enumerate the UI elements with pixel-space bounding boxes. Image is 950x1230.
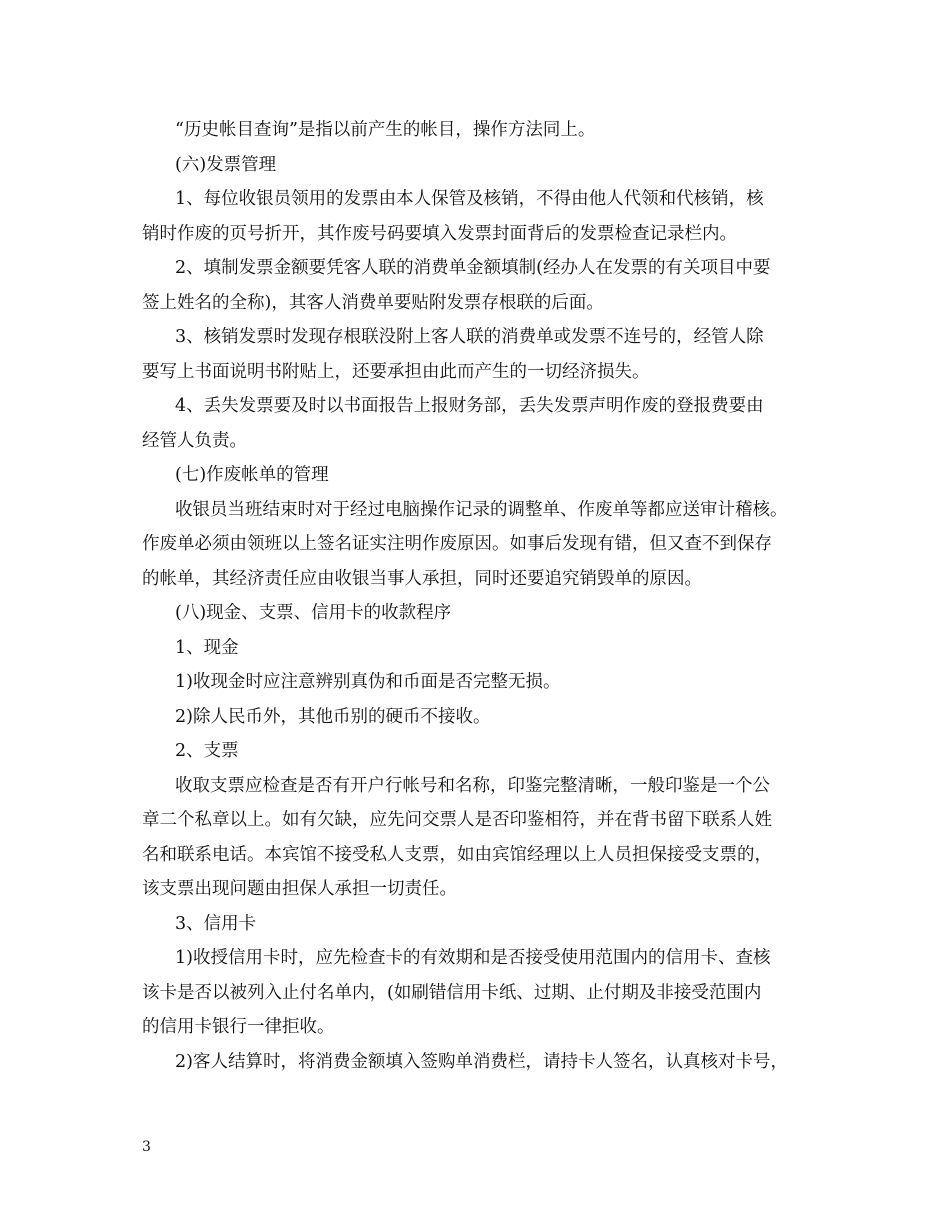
text-line: 名和联系电话。本宾馆不接受私人支票，如由宾馆经理以上人员担保接受支票的， [142,845,772,865]
text-line: 收取支票应检查是否有开户行帐号和名称，印鉴完整清晰，一般印鉴是一个公 [175,776,770,796]
subheading: 2、支票 [175,741,239,761]
section-heading: (七)作废帐单的管理 [175,465,329,485]
text-line: 签上姓名的全称)，其客人消费单要贴附发票存根联的后面。 [142,293,604,313]
page-number: 3 [142,1139,151,1155]
subheading: 3、信用卡 [175,914,257,934]
text-line: “历史帐目查询”是指以前产生的帐目，操作方法同上。 [175,120,596,140]
text-line: 2)客人结算时，将消费金额填入签购单消费栏，请持卡人签名，认真核对卡号， [175,1052,788,1072]
text-line: 3、核销发票时发现存根联没附上客人联的消费单或发票不连号的，经管人除 [175,327,764,347]
text-line: 2、填制发票金额要凭客人联的消费单金额填制(经办人在发票的有关项目中要 [175,258,771,278]
text-line: 该卡是否以被列入止付名单内，(如刷错信用卡纸、过期、止付期及非接受范围内 [142,983,762,1003]
text-line: 章二个私章以上。如有欠缺，应先问交票人是否印鉴相符，并在背书留下联系人姓 [142,810,772,830]
text-line: 要写上书面说明书附贴上，还要承担由此而产生的一切经济损失。 [142,362,650,382]
text-line: 1)收授信用卡时，应先检查卡的有效期和是否接受使用范围内的信用卡、查核 [175,948,771,968]
section-heading: (六)发票管理 [175,155,277,175]
text-line: 该支票出现问题由担保人承担一切责任。 [142,879,457,899]
text-line: 经管人负责。 [142,431,247,451]
section-heading: (八)现金、支票、信用卡的收款程序 [175,603,452,623]
text-line: 1、每位收银员领用的发票由本人保管及核销，不得由他人代领和代核销，核 [175,189,764,209]
subheading: 1、现金 [175,638,239,658]
text-line: 1)收现金时应注意辨别真伪和币面是否完整无损。 [175,672,561,692]
text-line: 收银员当班结束时对于经过电脑操作记录的调整单、作废单等都应送审计稽核。 [175,500,788,520]
text-line: 作废单必须由领班以上签名证实注明作废原因。如事后发现有错，但又查不到保存 [142,534,772,554]
text-line: 2)除人民币外，其他币别的硬币不接收。 [175,707,491,727]
text-line: 4、丢失发票要及时以书面报告上报财务部，丢失发票声明作废的登报费要由 [175,396,764,416]
text-line: 的帐单，其经济责任应由收银当事人承担，同时还要追究销毁单的原因。 [142,569,702,589]
text-line: 销时作废的页号折开，其作废号码要填入发票封面背后的发票检查记录栏内。 [142,224,737,244]
text-line: 的信用卡银行一律拒收。 [142,1017,335,1037]
